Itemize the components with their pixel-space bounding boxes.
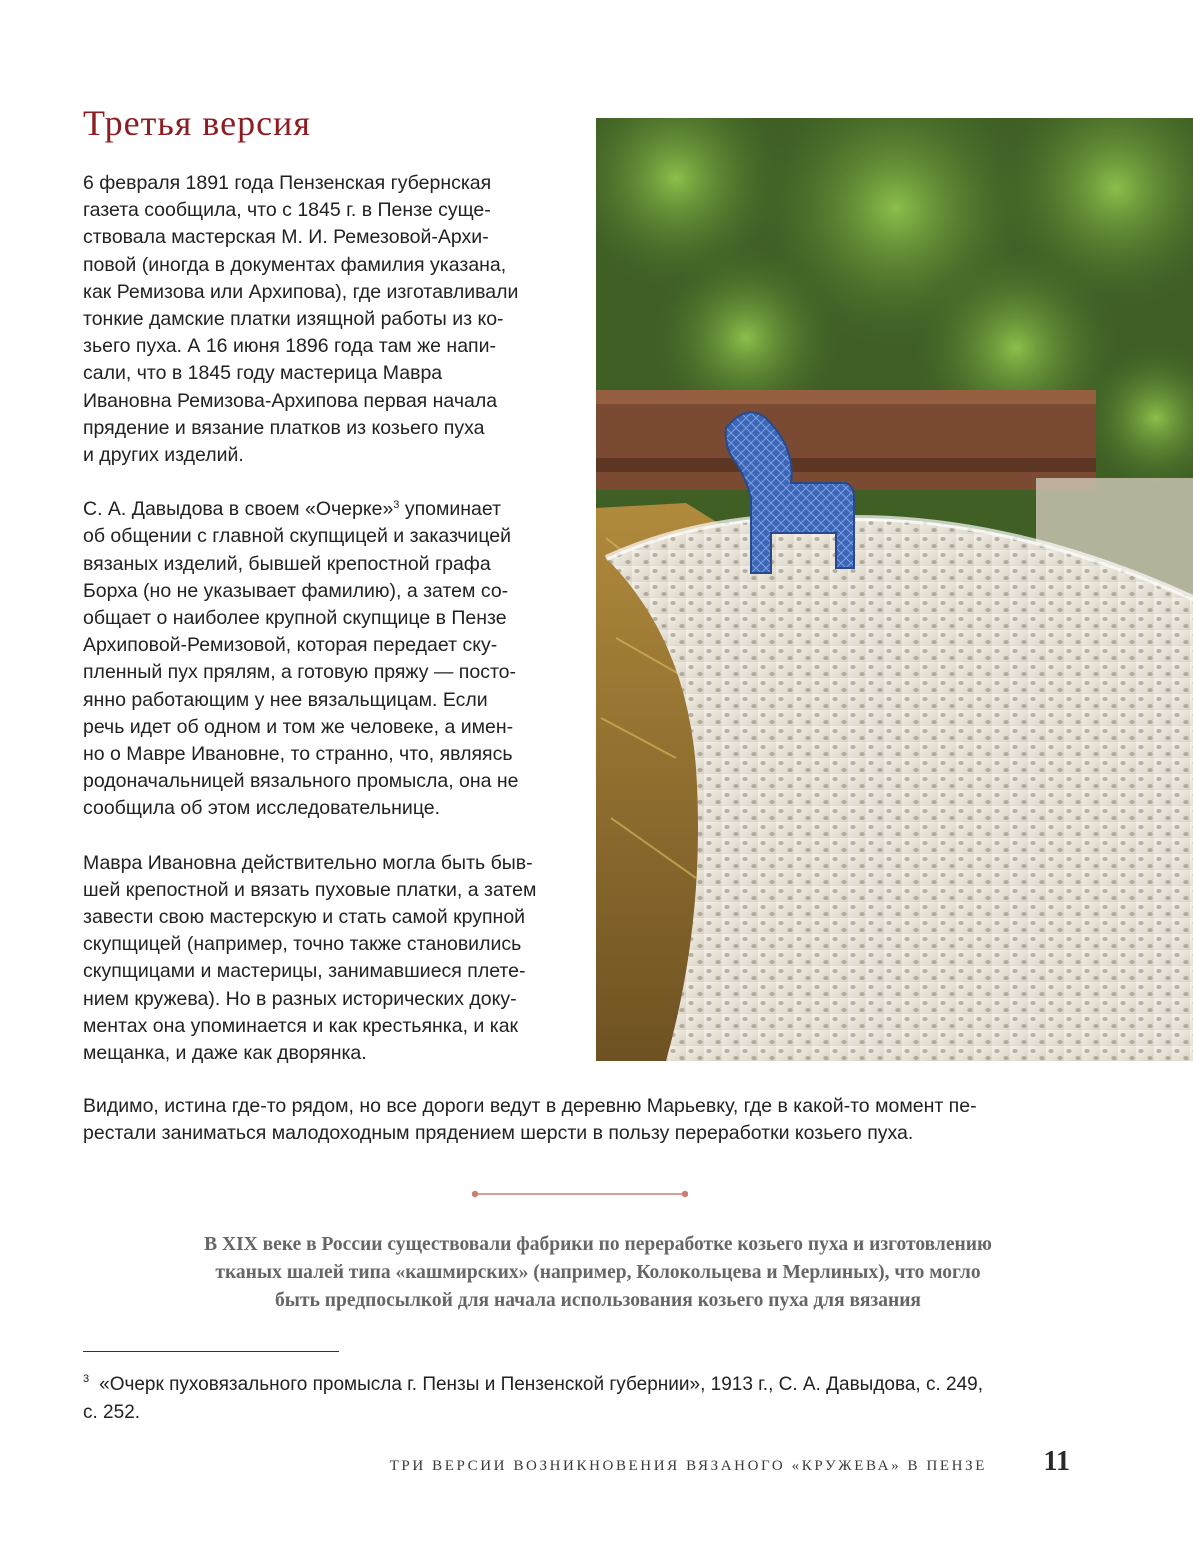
text-line: 6 февраля 1891 года Пензенская губернская [83, 172, 492, 194]
quote-line: тканых шалей типа «кашмирских» (например, Колокольцева и Мерлиных), что могло [215, 1262, 981, 1283]
text-line: родоначальницей вязального промысла, она не [83, 770, 519, 793]
paragraph-3 [83, 850, 569, 1068]
ornamental-divider [472, 1188, 688, 1200]
text-line: скупщицами и мастерицы, занимавшиеся плете- [83, 960, 526, 983]
left-column-text [83, 170, 569, 1094]
footnote-reference[interactable]: 3 [393, 499, 400, 512]
shawl-photo [596, 118, 1193, 1061]
text-line: ствовала мастерская М. И. Ремезовой-Архи- [83, 226, 489, 249]
text-line: газета сообщила, что с 1845 г. в Пензе суще- [83, 199, 491, 222]
text-line: зьего пуха. А 16 июня 1896 года там же напи- [83, 335, 496, 358]
text-line: Ивановна Ремизова-Архипова первая начала [83, 389, 498, 412]
text-line: пленный пух прялям, а готовую пряжу — посто- [83, 661, 516, 684]
footnote [83, 1365, 1043, 1427]
text-line: повой (иногда в документах фамилия указана, [83, 253, 507, 276]
quote-line: В XIX веке в России существовали фабрики по переработке козьего пуха и изготовлению [204, 1234, 992, 1255]
text-line [83, 496, 569, 523]
highlight-quote [83, 1231, 1113, 1315]
shawl-photo-illustration [596, 118, 1193, 1061]
text-line: как Ремизова или Архипова), где изготавливали [83, 280, 519, 303]
text-line: Видимо, истина где-то рядом, но все дороги ведут в деревню Марьевку, где в какой-то момент пе- [83, 1095, 977, 1117]
closing-paragraph [83, 1093, 1113, 1147]
text-line: сообщила об этом исследовательнице. [83, 797, 441, 820]
text-line: общает о наиболее крупной скупщице в Пензе [83, 607, 507, 630]
text-line: нием кружева). Но в разных исторических доку- [83, 987, 517, 1010]
text-line: скупщицей (например, точно также становились [83, 933, 522, 956]
text-line: шей крепостной и вязать пуховые платки, а затем [83, 878, 537, 901]
text-line: сали, что в 1845 году мастерица Мавра [83, 362, 443, 385]
paragraph-2 [83, 496, 569, 822]
text-line: и других изделий. [83, 444, 244, 467]
text-line: тонкие дамские платки изящной работы из ко- [83, 308, 504, 331]
text-line: Борха (но не указывает фамилию), а затем со- [83, 579, 509, 602]
text-line: прядение и вязание платков из козьего пуха [83, 416, 485, 439]
text-line: Мавра Ивановна действительно могла быть быв- [83, 851, 533, 874]
footnote-separator [83, 1351, 339, 1352]
text-line: об общении с главной скупщицей и заказчицей [83, 525, 512, 548]
footnote-text: с. 252. [83, 1402, 141, 1423]
text-line: вязаных изделий, бывшей крепостной графа [83, 552, 491, 575]
text-line: ментах она упоминается и как крестьянка, и как [83, 1014, 519, 1037]
text-line: но о Мавре Ивановне, то странно, что, являясь [83, 743, 513, 766]
text-line: Архиповой-Ремизовой, которая передает ску- [83, 634, 498, 657]
quote-line: быть предпосылкой для начала использования козьего пуха для вязания [275, 1290, 921, 1311]
footnote-text: «Очерк пуховязального промысла г. Пензы и Пензенской губернии», 1913 г., С. А. Давыдова, с. 249, [99, 1374, 984, 1395]
text-line: речь идет об одном и том же человеке, а имен- [83, 715, 514, 738]
text-fragment: упоминает [399, 498, 502, 521]
text-line: завести свою мастерскую и стать самой крупной [83, 906, 526, 929]
text-line: янно работающим у нее вязальщицам. Если [83, 688, 488, 711]
section-heading: Третья версия [83, 103, 311, 143]
running-title: ТРИ ВЕРСИИ ВОЗНИКНОВЕНИЯ ВЯЗАНОГО «КРУЖЕВА» В ПЕНЗЕ [389, 1458, 987, 1474]
text-line [83, 1365, 1043, 1399]
text-line: мещанка, и даже как дворянка. [83, 1042, 367, 1065]
page-number: 11 [1043, 1446, 1070, 1477]
text-line: рестали заниматься малодоходным прядением шерсти в пользу переработки козьего пуха. [83, 1122, 914, 1145]
text-fragment: С. А. Давыдова в своем «Очерке» [83, 498, 394, 521]
paragraph-1 [83, 170, 569, 469]
footnote-mark: 3 [83, 1373, 90, 1385]
